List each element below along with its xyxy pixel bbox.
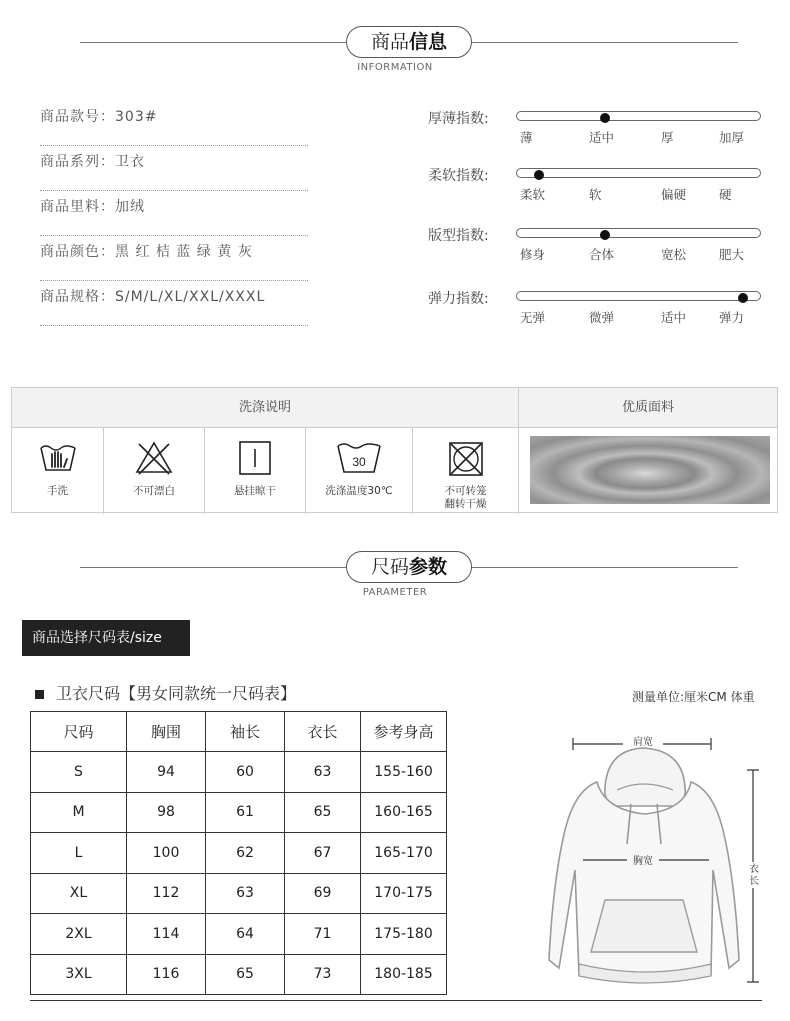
index-option: 柔软	[520, 187, 546, 202]
info-item-sizes	[40, 286, 308, 326]
shoulder-width-label: 肩宽	[633, 737, 653, 748]
wash-care-table	[11, 387, 778, 513]
dotted-divider	[40, 145, 308, 146]
measurement-unit: 测量单位:厘米CM 体重	[632, 690, 755, 704]
fabric-texture-image	[530, 436, 770, 504]
index-option: 偏硬	[661, 187, 687, 202]
info-text: 商品系列：卫衣	[40, 154, 145, 170]
table-row	[31, 833, 447, 874]
column-header: 胸围	[127, 712, 206, 752]
info-text: 商品里料：加绒	[40, 199, 145, 215]
wash-item-no-bleach	[104, 428, 205, 514]
length-label-1: 衣	[749, 864, 759, 875]
column-header: 参考身高	[361, 712, 447, 752]
index-track	[516, 111, 761, 121]
index-option: 无弹	[520, 310, 546, 325]
index-row	[428, 225, 768, 275]
info-text: 商品颜色：黑 红 桔 蓝 绿 黄 灰	[40, 244, 253, 260]
info-text: 商品规格：S/M/L/XL/XXL/XXXL	[40, 289, 266, 305]
dotted-divider	[40, 280, 308, 281]
table-row	[31, 873, 447, 914]
table-cell: XL	[31, 873, 127, 914]
wash-item-label: 悬挂晾干	[234, 485, 276, 497]
chest-width-label: 胸宽	[633, 856, 653, 867]
index-marker	[738, 293, 748, 303]
parameter-section-subtitle: PARAMETER	[362, 587, 428, 598]
info-item-style-no	[40, 106, 308, 146]
wash-care-header: 洗涤说明	[12, 388, 519, 428]
wash-30-icon	[335, 440, 383, 476]
index-option: 软	[589, 187, 602, 202]
info-text: 商品款号：303#	[40, 109, 158, 125]
size-chart-tag: 商品选择尺码表/size	[22, 620, 190, 656]
length-label-2: 长	[749, 876, 759, 887]
index-option: 加厚	[719, 130, 745, 145]
table-cell: 73	[285, 954, 361, 995]
wash-item-label: 手洗	[47, 485, 68, 497]
hoodie-measurement-diagram	[535, 720, 775, 1010]
info-section-header	[0, 20, 790, 80]
table-cell: 2XL	[31, 914, 127, 955]
table-cell: M	[31, 792, 127, 833]
size-chart-title	[35, 681, 296, 704]
table-cell: 65	[285, 792, 361, 833]
table-cell: 61	[206, 792, 285, 833]
index-row	[428, 108, 768, 158]
dotted-divider	[40, 190, 308, 191]
table-cell: L	[31, 833, 127, 874]
table-cell: 165-170	[361, 833, 447, 874]
index-label: 柔软指数:	[428, 168, 489, 184]
column-header: 衣长	[285, 712, 361, 752]
table-cell: 94	[127, 752, 206, 793]
wash-item-hand-wash	[12, 428, 104, 514]
table-cell: 67	[285, 833, 361, 874]
table-cell: 114	[127, 914, 206, 955]
hand-wash-icon	[38, 440, 78, 474]
table-cell: 69	[285, 873, 361, 914]
table-row	[31, 914, 447, 955]
info-item-colors	[40, 241, 308, 281]
column-header: 尺码	[31, 712, 127, 752]
wash-item-label: 不可转笼 翻转干燥	[444, 485, 487, 510]
wash-item-label: 不可漂白	[133, 485, 175, 497]
hang-dry-icon	[237, 440, 273, 476]
table-cell: 100	[127, 833, 206, 874]
index-option: 合体	[589, 247, 615, 262]
parameter-section-header	[0, 545, 790, 605]
header-rule-left	[80, 567, 348, 568]
fabric-header: 优质面料	[519, 388, 777, 428]
parameter-section-title: 尺码参数	[346, 551, 472, 583]
index-row	[428, 165, 768, 215]
table-cell: 60	[206, 752, 285, 793]
wash-item-wash-30	[306, 428, 413, 514]
index-track	[516, 291, 761, 301]
table-cell: 180-185	[361, 954, 447, 995]
index-label: 弹力指数:	[428, 291, 489, 307]
info-item-series	[40, 151, 308, 191]
table-cell: 63	[206, 873, 285, 914]
index-option: 肥大	[719, 247, 745, 262]
table-row	[31, 752, 447, 793]
size-table-header-row	[31, 712, 447, 752]
index-label: 版型指数:	[428, 228, 489, 244]
bottom-rule	[30, 1000, 762, 1001]
table-row	[31, 792, 447, 833]
table-cell: 65	[206, 954, 285, 995]
bullet-square	[35, 690, 44, 699]
wash-item-label: 洗涤温度30℃	[325, 485, 393, 497]
index-option: 修身	[520, 247, 546, 262]
table-cell: 64	[206, 914, 285, 955]
svg-text:30: 30	[352, 455, 366, 469]
table-cell: 175-180	[361, 914, 447, 955]
header-rule-left	[80, 42, 348, 43]
index-track	[516, 228, 761, 238]
no-bleach-icon	[134, 440, 174, 476]
wash-item-no-tumble	[413, 428, 519, 514]
table-cell: 160-165	[361, 792, 447, 833]
index-marker	[534, 170, 544, 180]
dotted-divider	[40, 325, 308, 326]
index-option: 适中	[661, 310, 687, 325]
index-option: 薄	[520, 130, 533, 145]
info-section-subtitle: INFORMATION	[357, 62, 433, 73]
table-cell: 63	[285, 752, 361, 793]
table-cell: 112	[127, 873, 206, 914]
index-option: 适中	[589, 130, 615, 145]
table-cell: 71	[285, 914, 361, 955]
table-cell: 3XL	[31, 954, 127, 995]
table-cell: 116	[127, 954, 206, 995]
size-chart-title-text: 卫衣尺码【男女同款统一尺码表】	[56, 684, 297, 703]
index-option: 弹力	[719, 310, 745, 325]
index-marker	[600, 113, 610, 123]
index-option: 宽松	[661, 247, 687, 262]
table-cell: S	[31, 752, 127, 793]
size-table	[30, 711, 447, 995]
dotted-divider	[40, 235, 308, 236]
table-row	[31, 954, 447, 995]
table-cell: 170-175	[361, 873, 447, 914]
header-rule-right	[470, 42, 738, 43]
index-option: 厚	[661, 130, 674, 145]
info-section-title: 商品信息	[346, 26, 472, 58]
column-header: 袖长	[206, 712, 285, 752]
table-cell: 62	[206, 833, 285, 874]
table-cell: 155-160	[361, 752, 447, 793]
index-row	[428, 288, 768, 338]
index-option: 微弹	[589, 310, 615, 325]
index-option: 硬	[719, 187, 732, 202]
no-tumble-dry-icon	[447, 440, 485, 478]
table-cell: 98	[127, 792, 206, 833]
index-marker	[600, 230, 610, 240]
index-track	[516, 168, 761, 178]
wash-item-hang-dry	[205, 428, 306, 514]
info-item-lining	[40, 196, 308, 236]
index-label: 厚薄指数:	[428, 111, 489, 127]
header-rule-right	[470, 567, 738, 568]
